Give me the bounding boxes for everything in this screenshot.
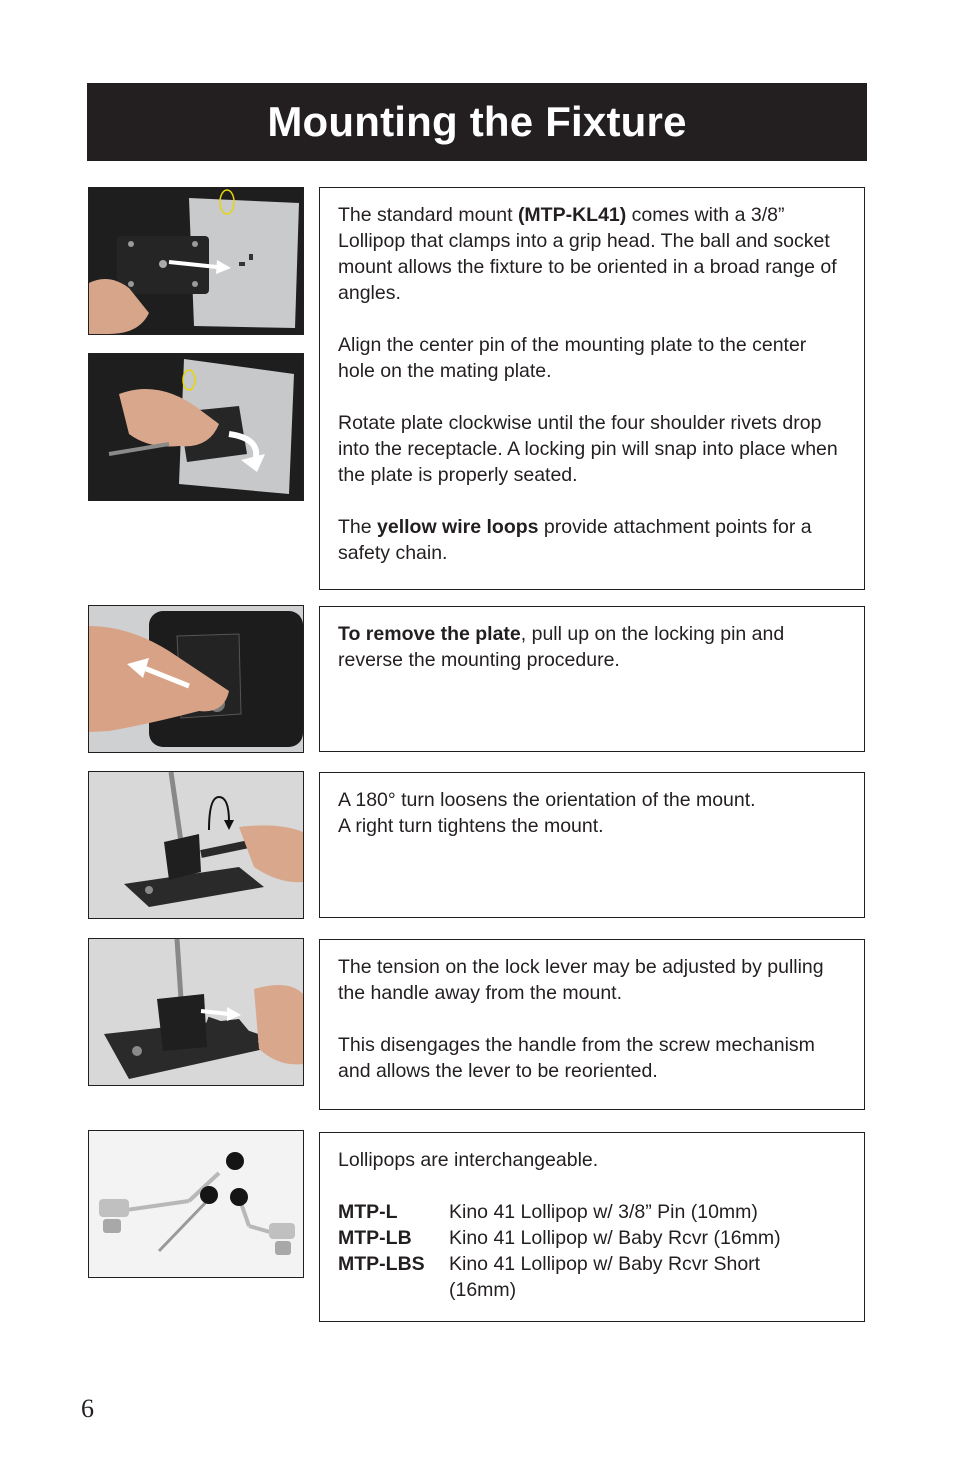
page-title: Mounting the Fixture (267, 98, 687, 145)
photo-turn-lever (88, 771, 304, 919)
tension-info-box (319, 939, 865, 1110)
photo-rotate-plate (88, 353, 304, 501)
product-row (338, 1225, 846, 1251)
product-code: MTP-LB (338, 1227, 412, 1249)
product-row (338, 1199, 846, 1225)
safety-text-cont: provide attachment points for a safety chain. (338, 516, 812, 564)
remove-plate-text: , pull up on the locking pin and reverse the mounting procedure. (338, 623, 785, 671)
mount-intro-text-cont: comes with a 3/8” Lollipop that clamps into a grip head. The ball and socket mount allows the fixture to be oriented in a broad range of angles. (338, 204, 837, 304)
product-description: Kino 41 Lollipop w/ Baby Rcvr Short (16mm) (449, 1253, 761, 1301)
mount-model-code: (MTP-KL41) (517, 204, 627, 226)
lollipops-intro: Lollipops are interchangeable. (338, 1149, 599, 1171)
remove-plate-box (319, 606, 865, 752)
lollipops-info-box (319, 1132, 865, 1322)
photo-tension-lever (88, 938, 304, 1086)
safety-paragraph (338, 514, 846, 566)
tension-paragraph: The tension on the lock lever may be adjusted by pulling the handle away from the mount. (338, 956, 824, 1004)
product-description: Kino 41 Lollipop w/ Baby Rcvr (16mm) (449, 1227, 781, 1249)
turn-tighten-line: A right turn tightens the mount. (338, 815, 604, 837)
product-description: Kino 41 Lollipop w/ 3/8” Pin (10mm) (449, 1201, 758, 1223)
turn-loosen-line: A 180° turn loosens the orientation of the mount. (338, 789, 756, 811)
page-number: 6 (81, 1394, 94, 1423)
product-code: MTP-L (338, 1201, 398, 1223)
remove-plate-bold: To remove the plate (338, 623, 521, 645)
mount-intro-text: The standard mount (338, 204, 518, 226)
mount-instructions-box (319, 187, 865, 590)
photo-remove-plate (88, 605, 304, 753)
safety-bold-term: yellow wire loops (377, 516, 539, 538)
product-code: MTP-LBS (338, 1253, 425, 1275)
mount-intro-paragraph (338, 202, 846, 306)
page-header-banner (87, 83, 867, 161)
photo-lollipops (88, 1130, 304, 1278)
align-paragraph: Align the center pin of the mounting plate to the center hole on the mating plate. (338, 334, 807, 382)
turn-info-box (319, 772, 865, 918)
remove-plate-paragraph (338, 621, 846, 673)
rotate-paragraph: Rotate plate clockwise until the four shoulder rivets drop into the receptacle. A locking pin will snap into place when the plate is properly seated. (338, 412, 838, 486)
product-row (338, 1251, 846, 1303)
disengage-paragraph: This disengages the handle from the screw mechanism and allows the lever to be reoriented. (338, 1034, 815, 1082)
safety-text: The (338, 516, 378, 538)
product-list (338, 1199, 846, 1303)
photo-align-plate (88, 187, 304, 335)
